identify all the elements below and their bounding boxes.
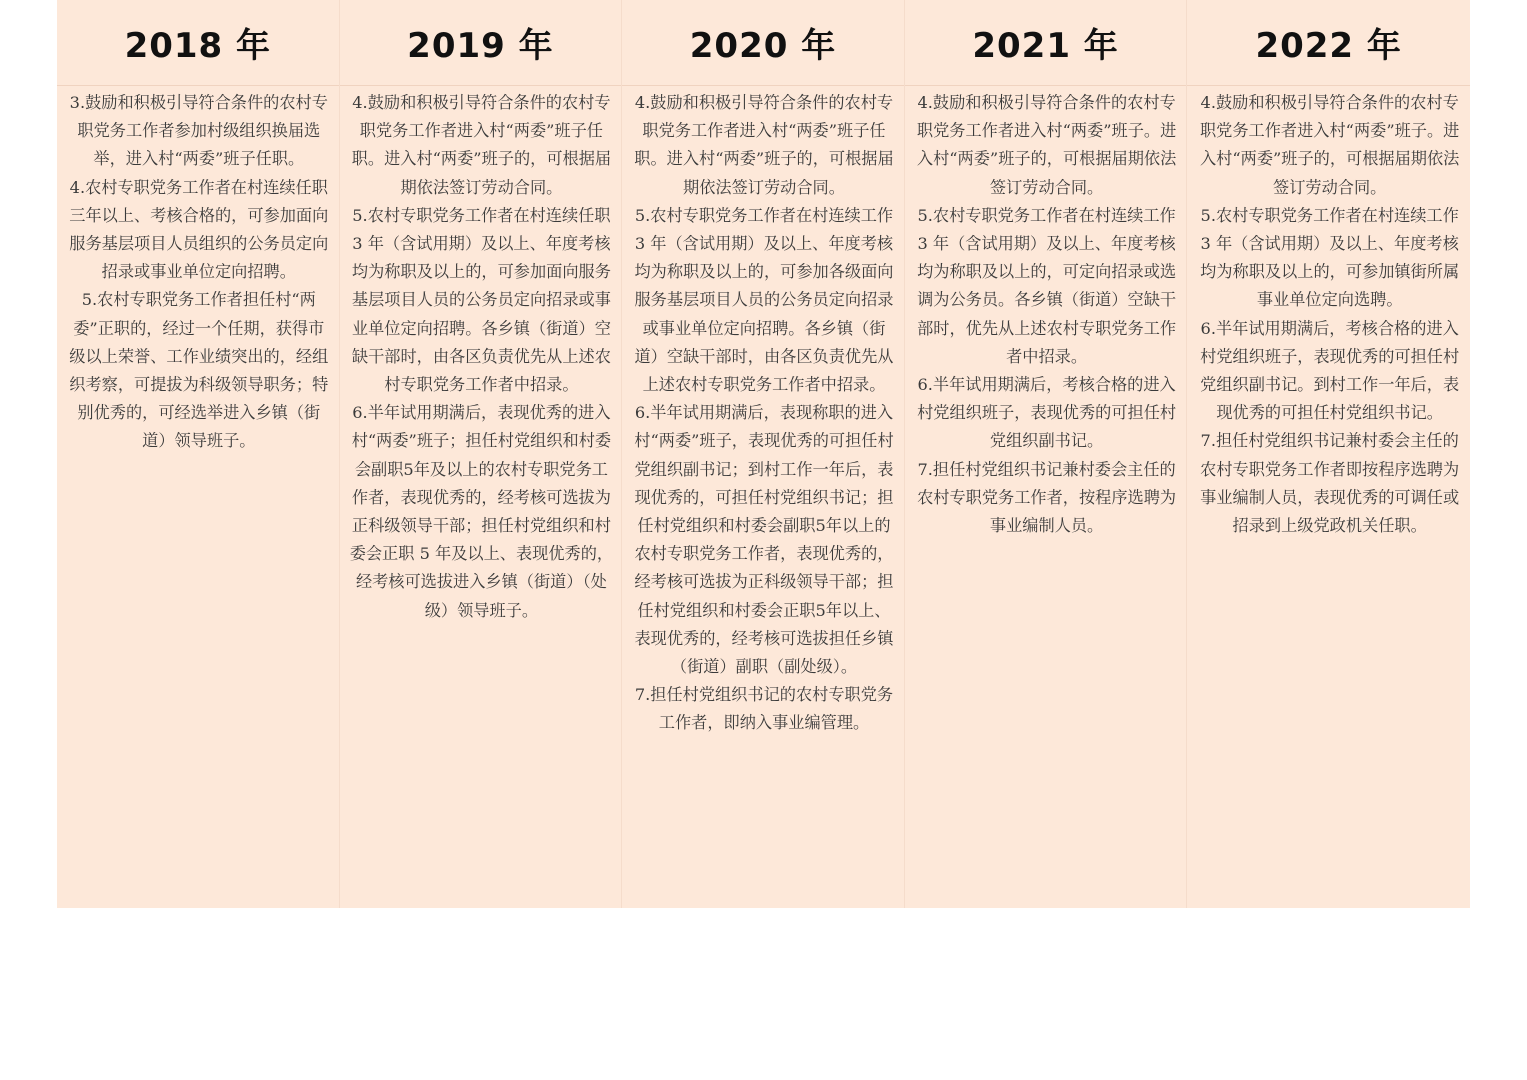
policy-item: 6.半年试用期满后，表现称职的进入村“两委”班子，表现优秀的可担任村党组织副书记；到村工作一年后，表现优秀的，可担任村党组织书记；担任村党组织和村委会副职5年以上的农村专职党务工作者，表现优秀的，经考核可选拔为正科级领导干部；担任村党组织和村委会正职5年以上、表现优秀的，经考核可选拔担任乡镇（街道）副职（副处级）。 xyxy=(634,403,894,677)
year-column-2019 xyxy=(340,0,623,908)
year-header: 2020 年 xyxy=(622,0,904,86)
policy-item: 7.担任村党组织书记的农村专职党务工作者，即纳入事业编管理。 xyxy=(634,685,894,733)
policy-item: 5.农村专职党务工作者担任村“两委”正职的，经过一个任期，获得市级以上荣誉、工作业绩突出的，经组织考察，可提拔为科级领导职务；特别优秀的，可经选举进入乡镇（街道）领导班子。 xyxy=(69,290,329,451)
policy-item: 4.农村专职党务工作者在村连续任职三年以上、考核合格的，可参加面向服务基层项目人员组织的公务员定向招录或事业单位定向招聘。 xyxy=(69,177,329,282)
policy-timeline-table xyxy=(57,0,1470,908)
year-header: 2021 年 xyxy=(905,0,1187,86)
year-header: 2022 年 xyxy=(1187,0,1470,86)
column-body xyxy=(622,86,904,738)
policy-item: 7.担任村党组织书记兼村委会主任的农村专职党务工作者即按程序选聘为事业编制人员，表现优秀的可调任或招录到上级党政机关任职。 xyxy=(1200,431,1460,536)
policy-item: 5.农村专职党务工作者在村连续工作 3 年（含试用期）及以上、年度考核均为称职及以上的，可参加各级面向服务基层项目人员的公务员定向招录或事业单位定向招聘。各乡镇（街道）空缺干部时，由各区负责优先从上述农村专职党务工作者中招录。 xyxy=(634,205,894,395)
policy-item: 5.农村专职党务工作者在村连续任职 3 年（含试用期）及以上、年度考核均为称职及以上的，可参加面向服务基层项目人员的公务员定向招录或事业单位定向招聘。各乡镇（街道）空缺干部时，由各区负责优先从上述农村专职党务工作者中招录。 xyxy=(351,205,611,395)
policy-item: 6.半年试用期满后，考核合格的进入村党组织班子，表现优秀的可担任村党组织副书记。到村工作一年后，表现优秀的可担任村党组织书记。 xyxy=(1200,318,1460,423)
column-body xyxy=(340,86,622,625)
column-body xyxy=(905,86,1187,540)
policy-item: 3.鼓励和积极引导符合条件的农村专职党务工作者参加村级组织换届选举，进入村“两委”班子任职。 xyxy=(69,93,328,169)
policy-item: 5.农村专职党务工作者在村连续工作 3 年（含试用期）及以上、年度考核均为称职及以上的，可定向招录或选调为公务员。各乡镇（街道）空缺干部时，优先从上述农村专职党务工作者中招录。 xyxy=(917,205,1177,366)
year-column-2021 xyxy=(905,0,1188,908)
policy-item: 4.鼓励和积极引导符合条件的农村专职党务工作者进入村“两委”班子。进入村“两委”班子的，可根据届期依法签订劳动合同。 xyxy=(1199,93,1460,197)
year-column-2018 xyxy=(57,0,340,908)
year-column-2020 xyxy=(622,0,905,908)
policy-item: 4.鼓励和积极引导符合条件的农村专职党务工作者进入村“两委”班子任职。进入村“两委”班子的，可根据届期依法签订劳动合同。 xyxy=(351,93,612,197)
year-header: 2018 年 xyxy=(57,0,339,86)
policy-item: 7.担任村党组织书记兼村委会主任的农村专职党务工作者，按程序选聘为事业编制人员。 xyxy=(917,459,1177,536)
policy-item: 5.农村专职党务工作者在村连续工作 3 年（含试用期）及以上、年度考核均为称职及以上的，可参加镇街所属事业单位定向选聘。 xyxy=(1200,205,1460,310)
policy-item: 6.半年试用期满后，表现优秀的进入村“两委”班子；担任村党组织和村委会副职5年及以上的农村专职党务工作者，表现优秀的，经考核可选拔为正科级领导干部；担任村党组织和村委会正职 5 年及以上、表现优秀的，经考核可选拔进入乡镇（街道）（处级）领导班子。 xyxy=(349,403,614,620)
year-header: 2019 年 xyxy=(340,0,622,86)
column-body xyxy=(57,86,339,456)
policy-item: 4.鼓励和积极引导符合条件的农村专职党务工作者进入村“两委”班子。进入村“两委”班子的，可根据届期依法签订劳动合同。 xyxy=(916,93,1177,197)
policy-item: 6.半年试用期满后，考核合格的进入村党组织班子，表现优秀的可担任村党组织副书记。 xyxy=(917,375,1177,451)
year-column-2022 xyxy=(1187,0,1470,908)
column-body xyxy=(1187,86,1470,540)
policy-item: 4.鼓励和积极引导符合条件的农村专职党务工作者进入村“两委”班子任职。进入村“两委”班子的，可根据届期依法签订劳动合同。 xyxy=(634,93,894,197)
